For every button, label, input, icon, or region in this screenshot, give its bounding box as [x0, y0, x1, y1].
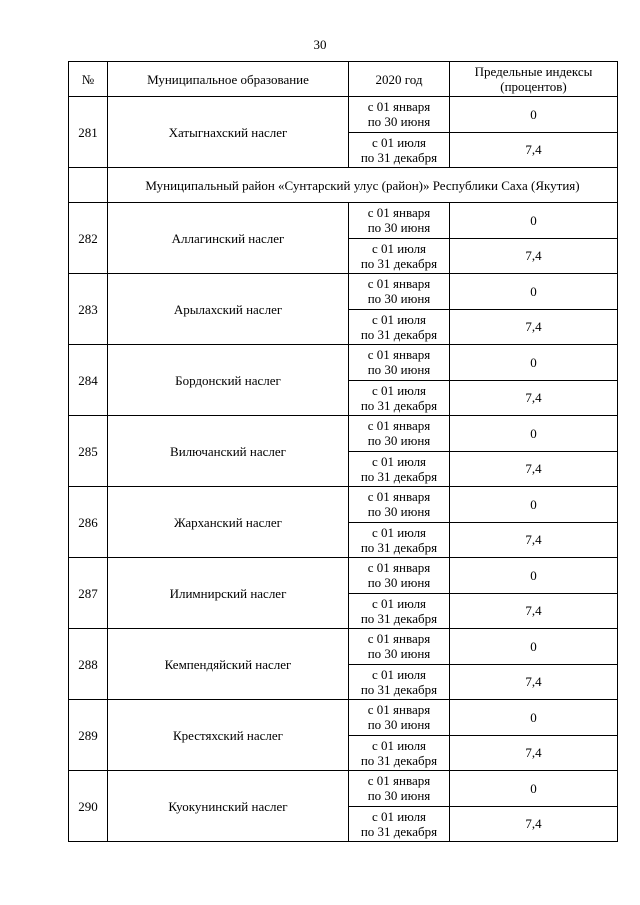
period-second-line2: по 31 декабря — [360, 610, 438, 626]
row-municipality: Илимнирский наслег — [108, 558, 349, 629]
table-row — [69, 274, 618, 310]
table-row — [69, 97, 618, 133]
period-first — [349, 416, 450, 452]
period-second-line2: по 31 декабря — [360, 752, 438, 768]
period-first-line2: по 30 июня — [367, 504, 431, 520]
page-number: 30 — [313, 37, 327, 52]
period-first-line2: по 30 июня — [367, 646, 431, 662]
period-second-line1: с 01 июля — [371, 134, 427, 150]
period-second-line2: по 31 декабря — [360, 468, 438, 484]
district-title: Муниципальный район «Сунтарский улус (район)» Республики Саха (Якутия) — [108, 168, 618, 203]
period-first-line1: с 01 января — [367, 631, 431, 647]
period-first — [349, 274, 450, 310]
period-second — [349, 522, 450, 558]
table-row — [69, 416, 618, 452]
period-first-line2: по 30 июня — [367, 291, 431, 307]
period-first-line2: по 30 июня — [367, 788, 431, 804]
index-second: 7,4 — [450, 522, 618, 558]
period-first — [349, 97, 450, 133]
row-number: 288 — [69, 629, 108, 700]
table-row — [69, 345, 618, 381]
period-second — [349, 451, 450, 487]
period-first-line1: с 01 января — [367, 276, 431, 292]
period-second-line2: по 31 декабря — [360, 149, 438, 165]
table-row — [69, 203, 618, 239]
row-number: 282 — [69, 203, 108, 274]
period-first-line1: с 01 января — [367, 99, 431, 115]
table-row — [69, 629, 618, 665]
index-second: 7,4 — [450, 593, 618, 629]
row-number: 289 — [69, 700, 108, 771]
period-second-line2: по 31 декабря — [360, 539, 438, 555]
period-first-line2: по 30 июня — [367, 433, 431, 449]
period-first-line1: с 01 января — [367, 560, 431, 576]
row-number: 285 — [69, 416, 108, 487]
period-first-line2: по 30 июня — [367, 717, 431, 733]
period-first-line1: с 01 января — [367, 347, 431, 363]
index-first: 0 — [450, 274, 618, 310]
period-second — [349, 593, 450, 629]
period-second-line1: с 01 июля — [371, 240, 427, 256]
row-municipality: Жарханский наслег — [108, 487, 349, 558]
period-first-line1: с 01 января — [367, 489, 431, 505]
tariff-index-table — [68, 61, 618, 842]
period-second-line1: с 01 июля — [371, 666, 427, 682]
index-second: 7,4 — [450, 238, 618, 274]
index-first: 0 — [450, 771, 618, 807]
header-number: № — [69, 62, 108, 97]
row-municipality: Хатыгнахский наслег — [108, 97, 349, 168]
period-second — [349, 238, 450, 274]
row-municipality: Кемпендяйский наслег — [108, 629, 349, 700]
district-row-empty-cell — [69, 168, 108, 203]
district-row — [69, 168, 618, 203]
period-first-line1: с 01 января — [367, 205, 431, 221]
period-first-line1: с 01 января — [367, 418, 431, 434]
index-second: 7,4 — [450, 380, 618, 416]
period-first-line2: по 30 июня — [367, 575, 431, 591]
row-number: 284 — [69, 345, 108, 416]
index-first: 0 — [450, 97, 618, 133]
period-second-line2: по 31 декабря — [360, 255, 438, 271]
index-second: 7,4 — [450, 132, 618, 168]
row-municipality: Куокунинский наслег — [108, 771, 349, 842]
header-index — [450, 62, 618, 97]
header-index-line2: (процентов) — [500, 79, 567, 94]
row-number: 286 — [69, 487, 108, 558]
table-row — [69, 487, 618, 523]
period-second-line1: с 01 июля — [371, 311, 427, 327]
row-number: 281 — [69, 97, 108, 168]
index-first: 0 — [450, 629, 618, 665]
index-second: 7,4 — [450, 806, 618, 842]
period-second — [349, 309, 450, 345]
index-first: 0 — [450, 487, 618, 523]
index-first: 0 — [450, 416, 618, 452]
period-second — [349, 806, 450, 842]
row-number: 287 — [69, 558, 108, 629]
period-first — [349, 345, 450, 381]
period-first-line1: с 01 января — [367, 702, 431, 718]
period-second-line2: по 31 декабря — [360, 397, 438, 413]
period-second — [349, 380, 450, 416]
period-second-line2: по 31 декабря — [360, 681, 438, 697]
row-municipality: Крестяхский наслег — [108, 700, 349, 771]
table-body — [69, 97, 618, 842]
index-second: 7,4 — [450, 735, 618, 771]
period-first-line2: по 30 июня — [367, 114, 431, 130]
header-year: 2020 год — [349, 62, 450, 97]
period-second-line1: с 01 июля — [371, 808, 427, 824]
header-municipality: Муниципальное образование — [108, 62, 349, 97]
table-row — [69, 700, 618, 736]
period-first-line1: с 01 января — [367, 773, 431, 789]
header-index-line1: Предельные индексы — [474, 64, 593, 79]
period-second — [349, 664, 450, 700]
period-first — [349, 771, 450, 807]
period-first — [349, 203, 450, 239]
period-second-line1: с 01 июля — [371, 524, 427, 540]
table-row — [69, 558, 618, 594]
row-municipality: Арылахский наслег — [108, 274, 349, 345]
index-second: 7,4 — [450, 309, 618, 345]
period-second — [349, 735, 450, 771]
period-second-line1: с 01 июля — [371, 453, 427, 469]
row-municipality: Аллагинский наслег — [108, 203, 349, 274]
period-first — [349, 487, 450, 523]
period-second-line2: по 31 декабря — [360, 326, 438, 342]
row-municipality: Вилючанский наслег — [108, 416, 349, 487]
row-number: 283 — [69, 274, 108, 345]
period-first — [349, 700, 450, 736]
table-header-row — [69, 62, 618, 97]
table-row — [69, 771, 618, 807]
row-number: 290 — [69, 771, 108, 842]
index-first: 0 — [450, 345, 618, 381]
index-first: 0 — [450, 558, 618, 594]
period-first-line2: по 30 июня — [367, 220, 431, 236]
period-second — [349, 132, 450, 168]
index-second: 7,4 — [450, 451, 618, 487]
index-first: 0 — [450, 203, 618, 239]
period-second-line1: с 01 июля — [371, 595, 427, 611]
index-second: 7,4 — [450, 664, 618, 700]
period-second-line2: по 31 декабря — [360, 823, 438, 839]
index-first: 0 — [450, 700, 618, 736]
period-second-line1: с 01 июля — [371, 737, 427, 753]
row-municipality: Бордонский наслег — [108, 345, 349, 416]
period-first-line2: по 30 июня — [367, 362, 431, 378]
period-first — [349, 558, 450, 594]
period-first — [349, 629, 450, 665]
period-second-line1: с 01 июля — [371, 382, 427, 398]
